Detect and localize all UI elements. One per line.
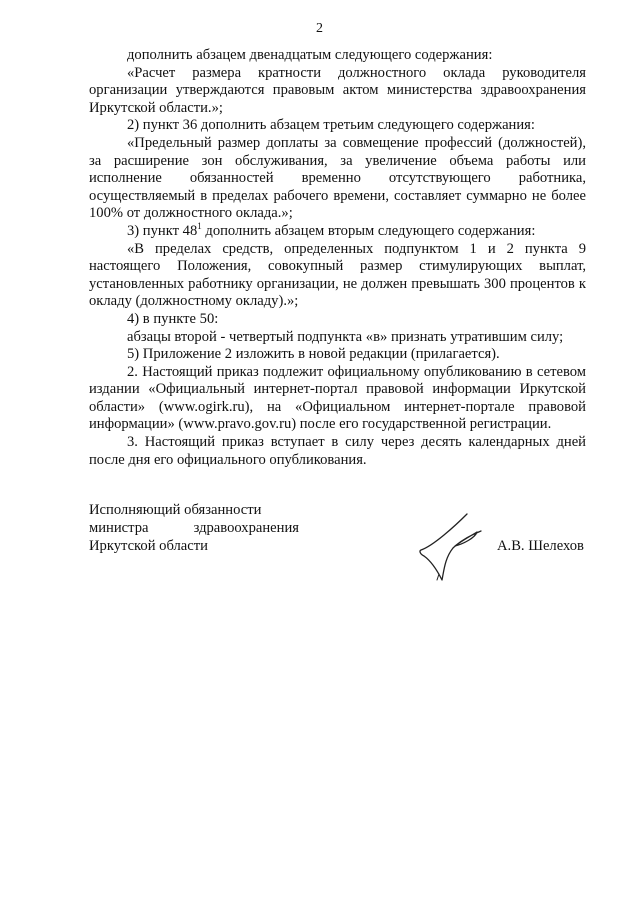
- signatory-position-line-3: Иркутской области: [89, 538, 208, 554]
- page-number: 2: [316, 21, 323, 36]
- paragraph-7: 4) в пункте 50:: [127, 310, 219, 327]
- paragraph-5-superscript: 1: [197, 220, 202, 231]
- paragraph-4: «Предельный размер доплаты за совмещение профессий (должностей), за расширение зон обслуживания, за увеличение объема работы или исполнение обязанностей временно отсутствующего работника, осуществляемый в пределах рабочего времени, составляет суммарно не более 100% от должностного оклада.»;: [89, 134, 586, 222]
- signatory-position-word-1: министра: [89, 520, 149, 536]
- signatory-position-line-1: Исполняющий обязанности: [89, 502, 262, 518]
- paragraph-1: дополнить абзацем двенадцатым следующего содержания:: [127, 47, 493, 63]
- paragraph-10: 2. Настоящий приказ подлежит официальному опубликованию в сетевом издании «Официальный интернет-портал правовой информации Иркутской области» (www.ogirk.ru), на «Официальном интернет-портале правовой информации» (www.pravo.gov.ru) после его государственной регистрации.: [89, 363, 586, 433]
- paragraph-9: 5) Приложение 2 изложить в новой редакции (прилагается).: [127, 346, 500, 363]
- signatory-position-word-2: здравоохранения: [193, 520, 299, 536]
- paragraph-6: «В пределах средств, определенных подпунктом 1 и 2 пункта 9 настоящего Положения, совокупный размер стимулирующих выплат, установленных работнику организации, не должен превышать 300 процентов к окладу (должностному окладу).»;: [89, 240, 586, 310]
- signatory-position-line-2: [89, 519, 299, 537]
- paragraph-2: «Расчет размера кратности должностного оклада руководителя организации утверждаются правовым актом министерства здравоохранения Иркутской области.»;: [89, 64, 586, 116]
- paragraph-11: 3. Настоящий приказ вступает в силу через десять календарных дней после дня его официального опубликования.: [89, 434, 586, 468]
- document-body: [89, 47, 586, 469]
- signer-name: А.В. Шелехов: [497, 538, 584, 554]
- handwritten-signature: [415, 510, 487, 584]
- paragraph-5-rest: дополнить абзацем вторым следующего содержания:: [201, 222, 536, 239]
- signature-block: [89, 501, 299, 555]
- paragraph-3: 2) пункт 36 дополнить абзацем третьим следующего содержания:: [127, 117, 535, 134]
- paragraph-8: абзацы второй - четвертый подпункта «в» признать утратившим силу;: [127, 328, 564, 345]
- paragraph-5-prefix: 3) пункт 48: [127, 222, 198, 239]
- paragraph-5: [89, 220, 586, 241]
